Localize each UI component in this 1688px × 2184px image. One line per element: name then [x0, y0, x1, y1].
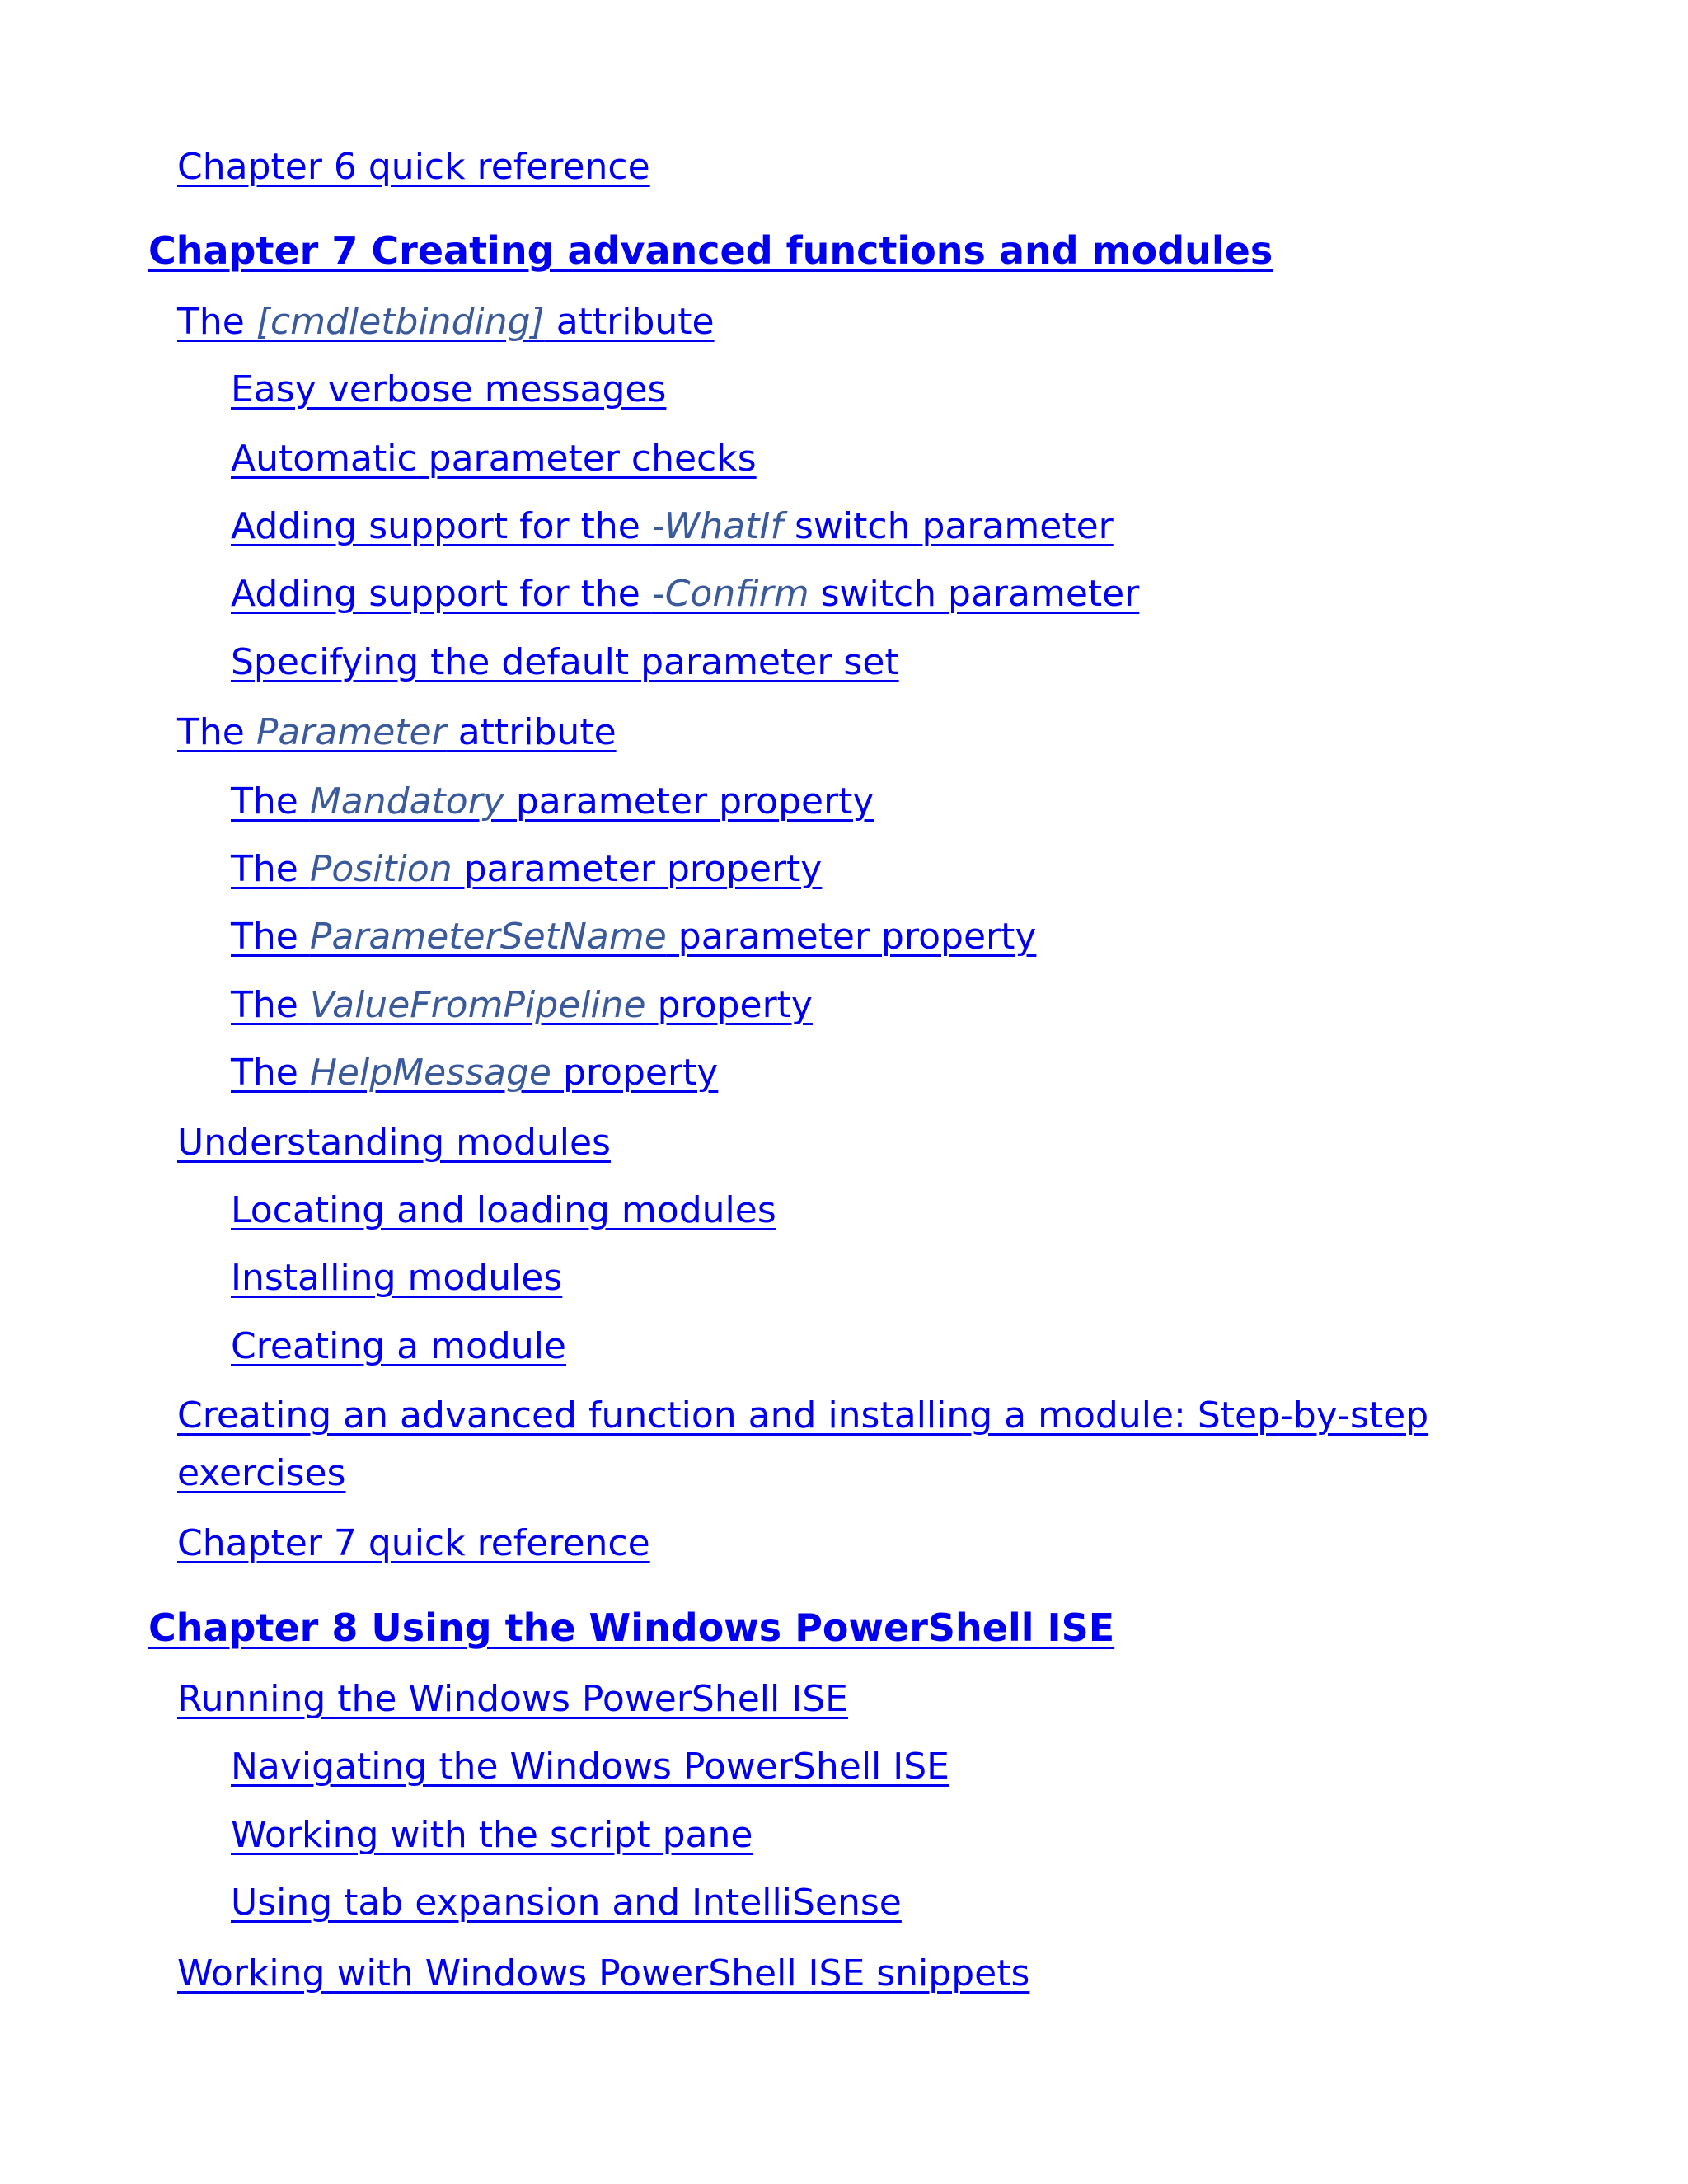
toc-link[interactable]: Running the Windows PowerShell ISE: [177, 1678, 848, 1720]
toc-link[interactable]: Specifying the default parameter set: [231, 641, 899, 683]
toc-link[interactable]: The Parameter attribute: [177, 711, 617, 753]
toc-link[interactable]: Chapter 7 quick reference: [177, 1522, 650, 1564]
toc-link[interactable]: Automatic parameter checks: [231, 438, 757, 480]
toc-link[interactable]: Working with Windows PowerShell ISE snippets: [177, 1952, 1030, 1994]
toc-link[interactable]: Navigating the Windows PowerShell ISE: [231, 1746, 950, 1788]
toc-link[interactable]: Installing modules: [231, 1257, 563, 1299]
toc-link[interactable]: Adding support for the -Confirm switch parameter: [231, 573, 1140, 615]
toc-chapter-link[interactable]: Chapter 7 Creating advanced functions and modules: [148, 228, 1273, 273]
toc-link[interactable]: Easy verbose messages: [231, 368, 667, 410]
toc-chapter-link[interactable]: Chapter 8 Using the Windows PowerShell ISE: [148, 1605, 1115, 1650]
toc-link[interactable]: The ParameterSetName parameter property: [231, 916, 1037, 958]
toc-link[interactable]: Understanding modules: [177, 1122, 611, 1164]
toc-link[interactable]: Creating a module: [231, 1325, 566, 1367]
toc-link[interactable]: The Position parameter property: [231, 848, 823, 890]
toc-link[interactable]: The [cmdletbinding] attribute: [177, 301, 715, 343]
toc-link[interactable]: Creating an advanced function and installing a module: Step-by-step exercises: [177, 1394, 1429, 1494]
toc-link[interactable]: Locating and loading modules: [231, 1189, 776, 1231]
toc-link[interactable]: The HelpMessage property: [231, 1052, 719, 1094]
toc-link[interactable]: Working with the script pane: [231, 1814, 753, 1856]
toc-link[interactable]: Adding support for the -WhatIf switch parameter: [231, 505, 1114, 547]
toc-link[interactable]: Using tab expansion and IntelliSense: [231, 1882, 902, 1924]
toc-link[interactable]: The Mandatory parameter property: [231, 780, 874, 823]
toc-link[interactable]: Chapter 6 quick reference: [177, 146, 650, 188]
toc-link[interactable]: The ValueFromPipeline property: [231, 984, 813, 1026]
